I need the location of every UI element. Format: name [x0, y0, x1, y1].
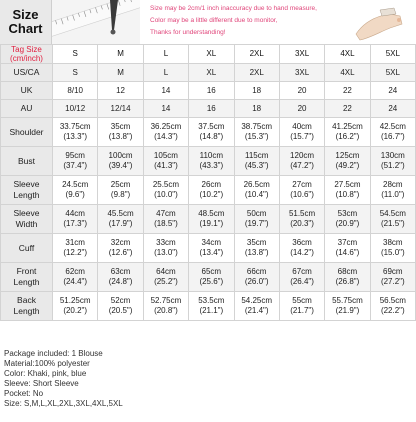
info-pocket: Pocket: No [4, 389, 44, 398]
row-label: UK [1, 82, 53, 100]
size-chart-title [0, 0, 52, 44]
row-label-line-2: Length [13, 306, 40, 316]
size-col-header: 5XL [370, 45, 415, 64]
value-inch: (22.2") [380, 306, 405, 315]
size-cell: 16 [189, 82, 234, 100]
value-inch: (10.4") [244, 190, 269, 199]
measurement-cell [98, 263, 143, 292]
row-label-line-2: Width [15, 219, 38, 229]
row-label [1, 292, 53, 321]
row-label [1, 263, 53, 292]
value-cm: 45.5cm [107, 209, 134, 218]
value-inch: (24.4") [63, 277, 88, 286]
value-cm: 65cm [201, 267, 222, 276]
value-cm: 56.5cm [379, 296, 406, 305]
row-label [1, 176, 53, 205]
measurement-cell [325, 205, 370, 234]
value-inch: (27.2") [380, 277, 405, 286]
size-cell: 3XL [279, 64, 324, 82]
row-label [1, 147, 53, 176]
value-cm: 33cm [156, 238, 176, 247]
measurement-notes [140, 0, 416, 44]
value-inch: (45.3") [244, 161, 269, 170]
measurement-cell [53, 205, 98, 234]
size-cell: 20 [279, 82, 324, 100]
value-inch: (49.2") [335, 161, 360, 170]
size-row [1, 64, 416, 82]
measurement-cell [234, 205, 279, 234]
value-inch: (14.3") [154, 132, 178, 141]
value-inch: (26.0") [244, 277, 269, 286]
size-cell: 2XL [234, 64, 279, 82]
value-cm: 26cm [201, 180, 222, 189]
value-inch: (39.4") [108, 161, 133, 170]
measurement-cell [143, 147, 188, 176]
value-cm: 36.25cm [150, 122, 182, 131]
size-cell: 10/12 [53, 100, 98, 118]
value-cm: 54.5cm [379, 209, 406, 218]
value-cm: 50cm [246, 209, 267, 218]
info-sizes: Size: S,M,L,XL,2XL,3XL,4XL,5XL [4, 399, 123, 408]
value-cm: 27.5cm [334, 180, 361, 189]
row-label-line-1: Shoulder [9, 126, 44, 137]
note-line-3: Thanks for understanding! [150, 29, 226, 36]
measurement-cell [98, 234, 143, 263]
tag-size-row [1, 45, 416, 64]
size-row [1, 100, 416, 118]
size-col-header: M [98, 45, 143, 64]
measurement-row [1, 176, 416, 205]
value-cm: 53cm [337, 209, 358, 218]
size-cell: 14 [143, 100, 188, 118]
title-line-1: Size [12, 7, 39, 22]
measurement-row [1, 205, 416, 234]
info-color: Color: Khaki, pink, blue [4, 369, 87, 378]
size-row [1, 82, 416, 100]
measurement-cell [325, 234, 370, 263]
value-inch: (37.4") [63, 161, 88, 170]
value-cm: 32cm [110, 238, 131, 247]
value-cm: 100cm [108, 151, 133, 160]
value-inch: (10.6") [290, 190, 314, 199]
measurement-cell [53, 292, 98, 321]
value-cm: 63cm [110, 267, 131, 276]
measurement-cell [370, 147, 415, 176]
measurement-cell [189, 147, 234, 176]
measurement-cell [53, 118, 98, 147]
measurement-cell [189, 292, 234, 321]
value-inch: (51.2") [380, 161, 405, 170]
value-inch: (18.5") [154, 219, 178, 228]
value-inch: (10.2") [199, 190, 224, 199]
measurement-cell [279, 205, 324, 234]
measurement-cell [143, 205, 188, 234]
value-cm: 28cm [383, 180, 403, 189]
row-label-line-2: Length [13, 277, 40, 287]
value-cm: 64cm [156, 267, 176, 276]
measurement-cell [143, 263, 188, 292]
value-cm: 53.5cm [198, 296, 225, 305]
size-col-header: 4XL [325, 45, 370, 64]
info-material: Material:100% polyester [4, 359, 90, 368]
value-inch: (10.8") [335, 190, 360, 199]
value-cm: 47cm [156, 209, 176, 218]
row-label-line-1: Back [17, 295, 36, 305]
value-cm: 25cm [110, 180, 131, 189]
measurement-cell [279, 176, 324, 205]
measurement-cell [370, 263, 415, 292]
measurement-row [1, 292, 416, 321]
row-label-line-1: Cuff [18, 242, 35, 253]
value-cm: 55.75cm [332, 296, 363, 305]
value-cm: 48.5cm [198, 209, 225, 218]
measurement-cell [370, 118, 415, 147]
measurement-cell [53, 176, 98, 205]
value-cm: 40cm [292, 122, 312, 131]
value-inch: (17.9") [108, 219, 133, 228]
value-inch: (13.8") [108, 132, 133, 141]
value-inch: (41.3") [154, 161, 178, 170]
value-cm: 25.5cm [152, 180, 180, 189]
measurement-row [1, 147, 416, 176]
note-line-1: Size may be 2cm/1 inch inaccuracy due to hand measure, [150, 5, 317, 12]
value-cm: 66cm [246, 267, 267, 276]
measurement-cell [53, 263, 98, 292]
size-cell: 8/10 [53, 82, 98, 100]
note-line-2: Color may be a little different due to monitor, [150, 17, 278, 24]
measurement-cell [98, 176, 143, 205]
value-inch: (10.0") [154, 190, 178, 199]
size-col-header: 3XL [279, 45, 324, 64]
measurement-cell [279, 292, 324, 321]
value-inch: (14.2") [290, 248, 314, 257]
value-cm: 125cm [335, 151, 360, 160]
row-label [1, 118, 53, 147]
value-inch: (14.6") [335, 248, 360, 257]
size-cell: 4XL [325, 64, 370, 82]
value-cm: 105cm [153, 151, 178, 160]
size-cell: 22 [325, 100, 370, 118]
value-cm: 24.5cm [62, 180, 89, 189]
value-cm: 33.75cm [59, 122, 91, 131]
tag-size-label: Tag Size [11, 45, 42, 54]
row-label-line-1: Front [16, 266, 37, 276]
value-inch: (21.1") [199, 306, 224, 315]
value-inch: (25.6") [199, 277, 224, 286]
measurement-cell [325, 176, 370, 205]
value-cm: 115cm [244, 151, 269, 160]
measurement-cell [370, 234, 415, 263]
value-inch: (12.6") [108, 248, 133, 257]
size-cell: 24 [370, 100, 415, 118]
value-inch: (15.7") [290, 132, 314, 141]
measurement-cell [370, 176, 415, 205]
size-cell: 12/14 [98, 100, 143, 118]
measurement-row [1, 234, 416, 263]
value-cm: 31cm [65, 238, 85, 247]
measurement-cell [189, 263, 234, 292]
tape-measure-image [52, 0, 140, 44]
row-label [1, 234, 53, 263]
value-cm: 36cm [292, 238, 312, 247]
value-cm: 120cm [290, 151, 315, 160]
value-inch: (25.2") [154, 277, 178, 286]
value-inch: (20.2") [63, 306, 88, 315]
value-inch: (9.6") [65, 190, 85, 199]
value-inch: (19.7") [244, 219, 269, 228]
tag-size-unit: (cm/inch) [10, 54, 43, 63]
value-inch: (16.7") [380, 132, 405, 141]
row-label-line-1: Sleeve [13, 179, 40, 189]
measurement-cell [53, 147, 98, 176]
value-cm: 67cm [292, 267, 312, 276]
row-label-line-1: Bust [17, 155, 35, 166]
value-cm: 51.25cm [59, 296, 91, 305]
size-cell: 5XL [370, 64, 415, 82]
row-label [1, 205, 53, 234]
measurement-cell [279, 263, 324, 292]
value-cm: 38cm [383, 238, 403, 247]
value-cm: 37.5cm [198, 122, 225, 131]
measurement-cell [325, 147, 370, 176]
size-col-header: 2XL [234, 45, 279, 64]
measurement-cell [325, 118, 370, 147]
value-inch: (43.3") [199, 161, 224, 170]
value-cm: 68cm [337, 267, 358, 276]
measurement-cell [98, 292, 143, 321]
measurement-cell [98, 147, 143, 176]
info-sleeve: Sleeve: Short Sleeve [4, 379, 79, 388]
size-cell: XL [189, 64, 234, 82]
measurement-cell [189, 234, 234, 263]
value-inch: (21.9") [335, 306, 360, 315]
value-cm: 51.5cm [288, 209, 316, 218]
value-inch: (13.3") [63, 132, 88, 141]
size-col-header: S [53, 45, 98, 64]
title-line-2: Chart [8, 21, 43, 36]
value-inch: (16.2") [335, 132, 360, 141]
measurement-cell [234, 292, 279, 321]
row-label-line-1: Sleeve [13, 208, 40, 218]
value-inch: (21.7") [290, 306, 314, 315]
value-inch: (20.9") [335, 219, 360, 228]
value-cm: 37cm [337, 238, 358, 247]
measurement-cell [143, 176, 188, 205]
size-cell: 20 [279, 100, 324, 118]
size-cell: 16 [189, 100, 234, 118]
value-cm: 34cm [201, 238, 222, 247]
value-inch: (21.4") [244, 306, 269, 315]
size-cell: S [53, 64, 98, 82]
value-inch: (13.4") [199, 248, 224, 257]
size-cell: M [98, 64, 143, 82]
value-inch: (9.8") [110, 190, 131, 199]
value-cm: 27cm [292, 180, 312, 189]
measurement-cell [325, 263, 370, 292]
value-cm: 110cm [199, 151, 224, 160]
measurement-cell [189, 176, 234, 205]
size-cell: 24 [370, 82, 415, 100]
measurement-cell [143, 292, 188, 321]
measurement-cell [370, 292, 415, 321]
row-label: US/CA [1, 64, 53, 82]
value-inch: (12.2") [63, 248, 88, 257]
measurement-cell [98, 205, 143, 234]
product-info [4, 349, 412, 409]
measurement-cell [53, 234, 98, 263]
measurement-cell [279, 147, 324, 176]
measurement-cell [234, 147, 279, 176]
value-cm: 130cm [380, 151, 405, 160]
size-col-header: XL [189, 45, 234, 64]
value-cm: 42.5cm [379, 122, 406, 131]
measurement-cell [143, 118, 188, 147]
size-table [0, 44, 416, 321]
measurement-cell [279, 234, 324, 263]
measurement-cell [234, 263, 279, 292]
value-cm: 35cm [110, 122, 131, 131]
hand-image [350, 4, 408, 42]
value-inch: (13.8") [244, 248, 269, 257]
value-inch: (24.8") [108, 277, 133, 286]
measurement-cell [234, 118, 279, 147]
value-inch: (19.1") [199, 219, 224, 228]
value-inch: (20.3") [290, 219, 314, 228]
value-inch: (15.3") [244, 132, 269, 141]
value-inch: (15.0") [380, 248, 405, 257]
value-inch: (47.2") [290, 161, 314, 170]
value-inch: (26.8") [335, 277, 360, 286]
info-package: Package included: 1 Blouse [4, 349, 103, 358]
size-chart-header [0, 0, 416, 44]
size-table-body [1, 45, 416, 321]
row-label-line-2: Length [13, 190, 40, 200]
size-cell: 12 [98, 82, 143, 100]
value-cm: 62cm [65, 267, 85, 276]
measurement-cell [234, 234, 279, 263]
measurement-cell [98, 118, 143, 147]
value-cm: 52cm [110, 296, 131, 305]
row-label: AU [1, 100, 53, 118]
value-inch: (11.0") [381, 190, 405, 199]
value-inch: (20.8") [154, 306, 178, 315]
value-cm: 38.75cm [241, 122, 273, 131]
measurement-cell [325, 292, 370, 321]
size-cell: L [143, 64, 188, 82]
value-cm: 26.5cm [243, 180, 270, 189]
tag-size-header [1, 45, 53, 64]
value-cm: 95cm [65, 151, 85, 160]
value-cm: 41.25cm [332, 122, 363, 131]
size-col-header: L [143, 45, 188, 64]
size-cell: 18 [234, 82, 279, 100]
measurement-cell [234, 176, 279, 205]
value-inch: (20.5") [108, 306, 133, 315]
size-cell: 14 [143, 82, 188, 100]
value-cm: 52.75cm [150, 296, 182, 305]
measurement-row [1, 263, 416, 292]
measurement-cell [189, 205, 234, 234]
value-cm: 55cm [292, 296, 312, 305]
size-cell: 18 [234, 100, 279, 118]
measurement-cell [279, 118, 324, 147]
measurement-cell [370, 205, 415, 234]
value-cm: 35cm [246, 238, 267, 247]
value-cm: 44cm [65, 209, 85, 218]
value-inch: (17.3") [63, 219, 88, 228]
value-inch: (21.5") [380, 219, 405, 228]
value-inch: (14.8") [199, 132, 224, 141]
measurement-cell [143, 234, 188, 263]
size-cell: 22 [325, 82, 370, 100]
value-cm: 54.25cm [241, 296, 273, 305]
measurement-row [1, 118, 416, 147]
value-inch: (13.0") [154, 248, 178, 257]
value-cm: 69cm [383, 267, 403, 276]
measurement-cell [189, 118, 234, 147]
value-inch: (26.4") [290, 277, 314, 286]
